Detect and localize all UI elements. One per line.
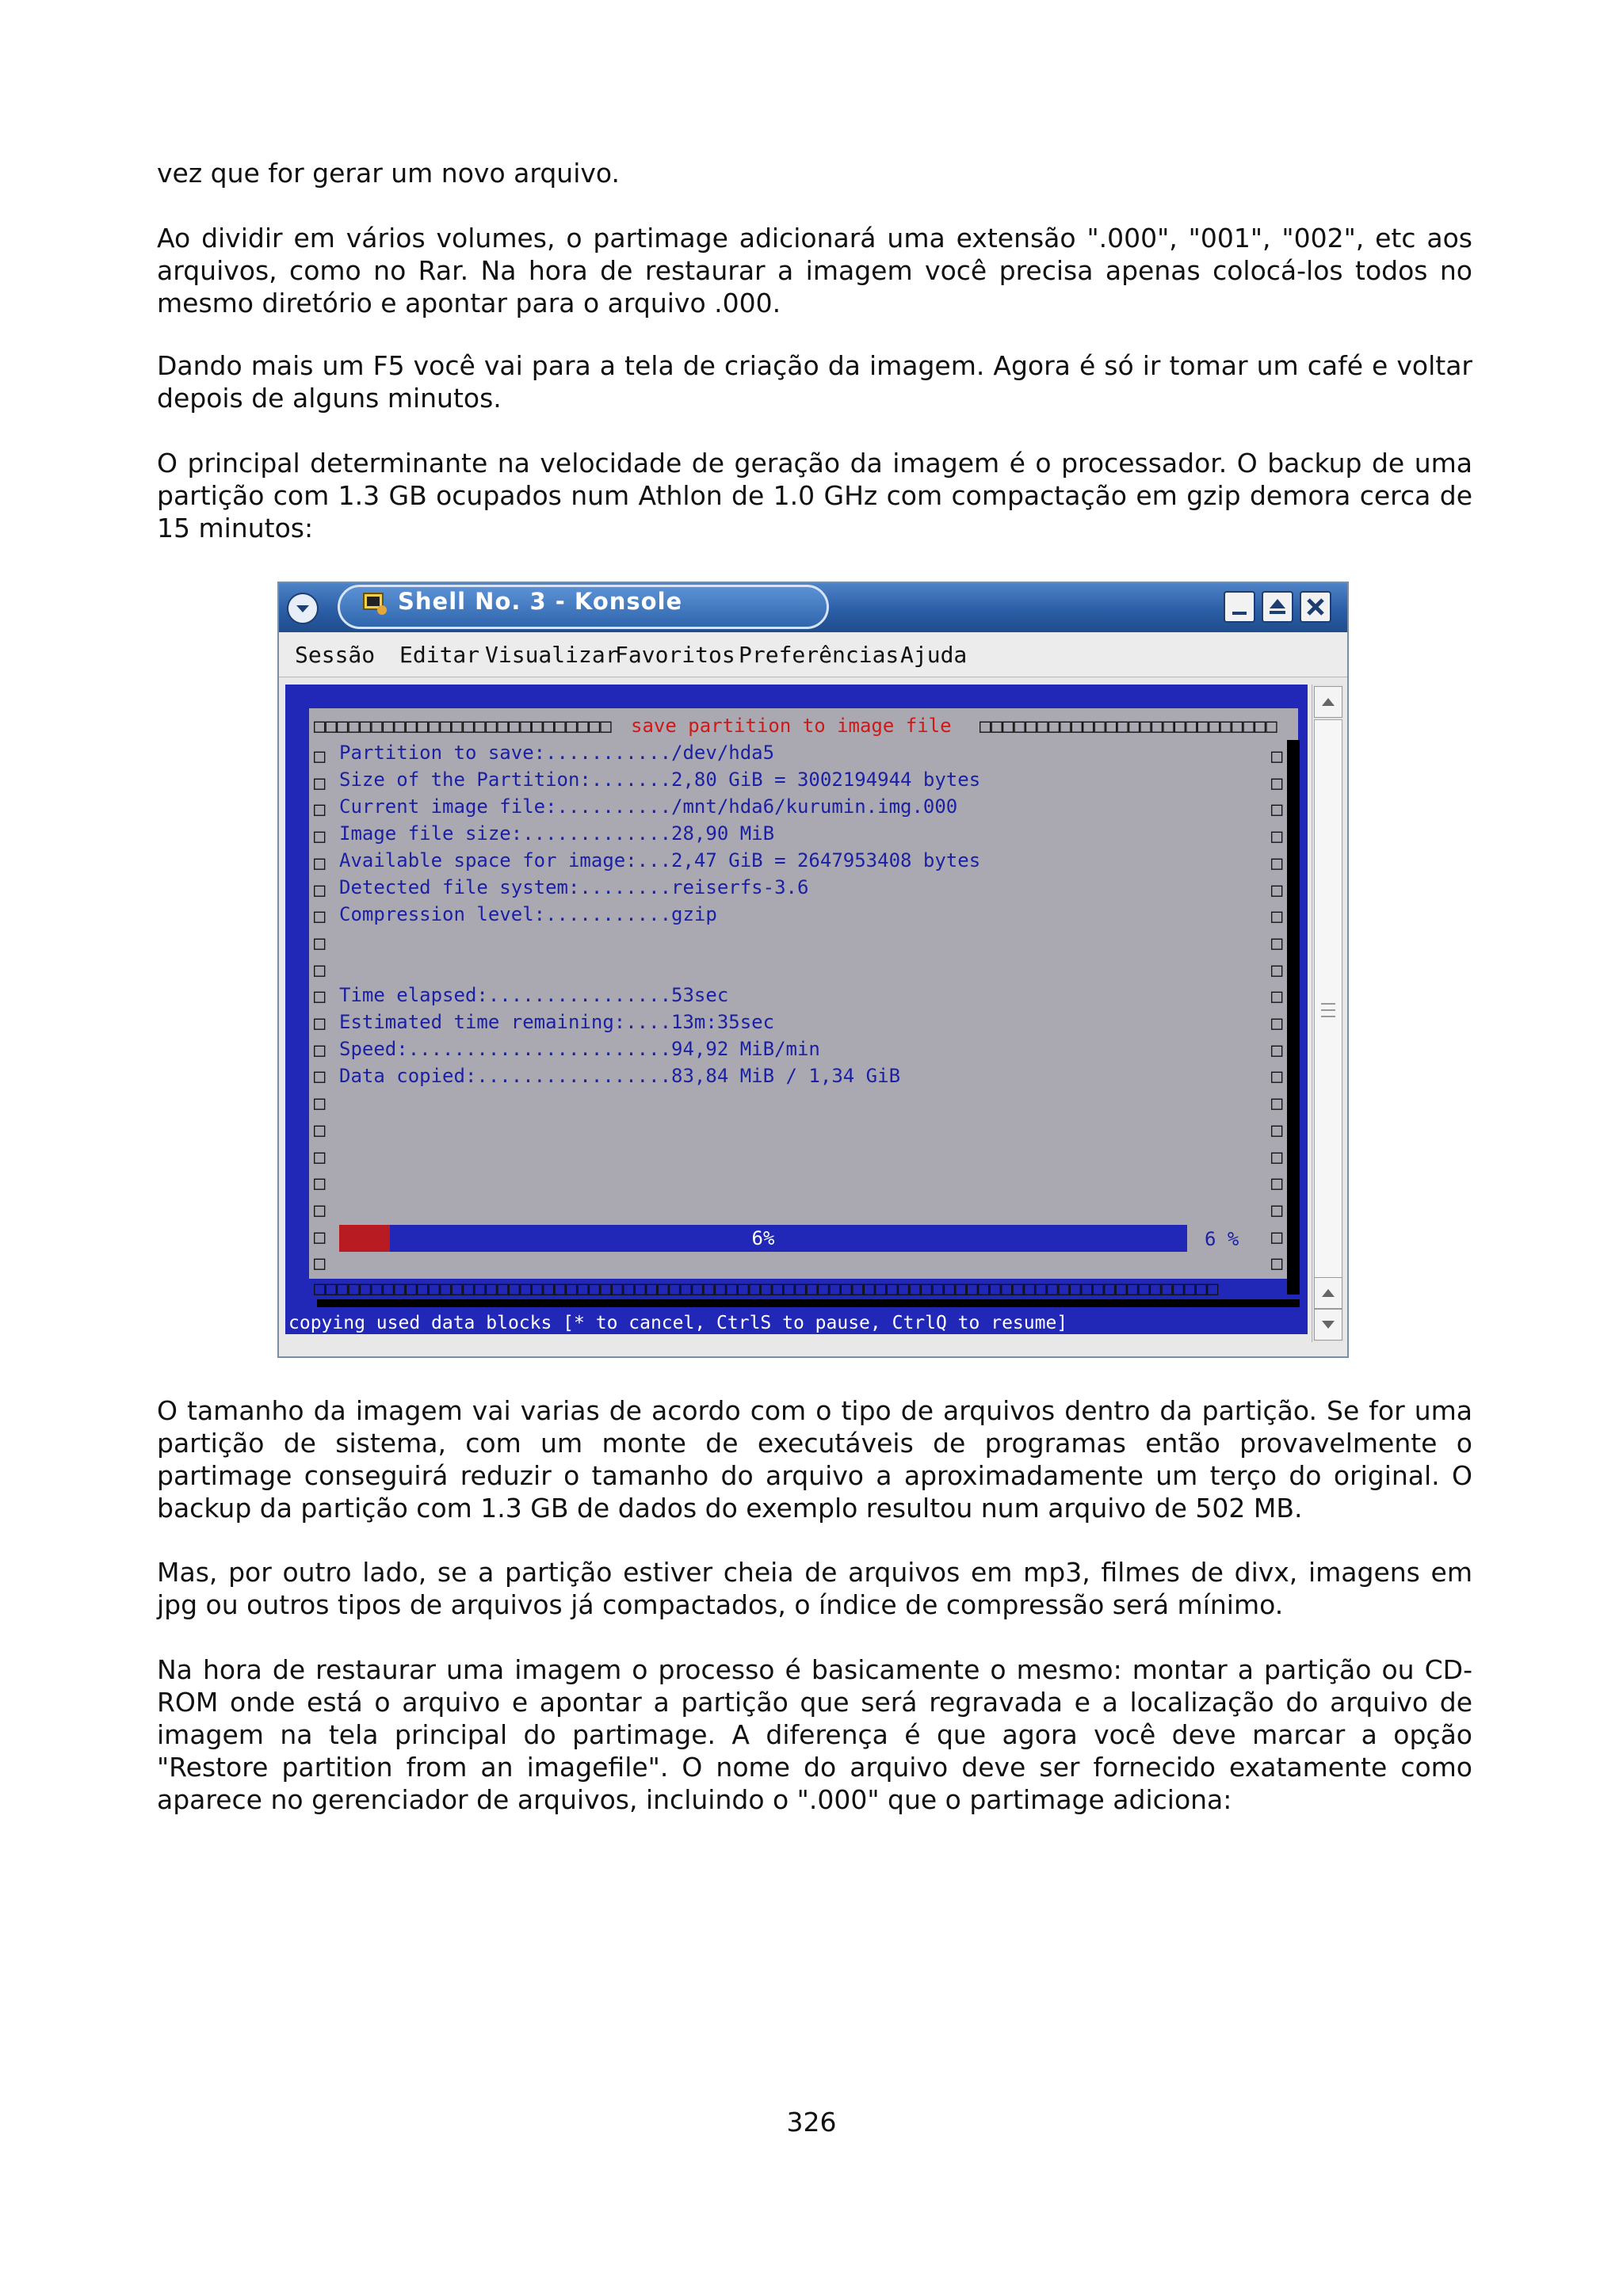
- info-image-file: Current image file:........../mnt/hda6/kurumin.img.000: [339, 795, 958, 818]
- paragraph: Ao dividir em vários volumes, o partimage adicionará uma extensão ".000", "001", "002", etc aos arquivos, como no Rar. Na hora de restaurar a imagem você precisa apenas colocá-los todos no mesmo diretório e apontar para o arquivo .000.: [157, 223, 1472, 318]
- menu-favoritos[interactable]: Favoritos: [615, 642, 735, 668]
- arrow-down-icon: [1315, 1310, 1342, 1340]
- paragraph: vez que for gerar um novo arquivo.: [157, 158, 620, 189]
- scrollbar[interactable]: [1312, 685, 1344, 1342]
- close-icon: [1301, 593, 1330, 621]
- progress-label: 6%: [751, 1227, 775, 1249]
- page-number: 326: [786, 2107, 837, 2138]
- progress-bar: [339, 1225, 1187, 1252]
- konsole-app-icon: [361, 589, 388, 616]
- menu-visualizar[interactable]: Visualizar: [485, 642, 619, 668]
- paragraph: Na hora de restaurar uma imagem o processo é basicamente o mesmo: montar a partição ou CD-ROM onde está o arquivo e apontar a partição que será regravada e a localização do arquivo de imagem na tela principal do partimage. A diferença é que agora você deve marcar a opção "Restore partition from an imagefile". O nome do arquivo deve ser fornecido exatamente como aparece no gerenciador de arquivos, incluindo o ".000" que o partimage adiciona:: [157, 1654, 1472, 1815]
- close-button[interactable]: [1300, 591, 1331, 623]
- progress-percent: 6 %: [1205, 1228, 1239, 1250]
- titlebar: [279, 583, 1347, 632]
- info-available-space: Available space for image:...2,47 GiB = 2647953408 bytes: [339, 849, 981, 871]
- menu-preferencias[interactable]: Preferências: [739, 642, 899, 668]
- dialog-border-left: □ □ □ □ □ □ □ □ □ □ □ □ □ □ □ □ □ □ □ □: [314, 745, 326, 1275]
- info-time-remaining: Estimated time remaining:....13m:35sec: [339, 1011, 775, 1033]
- scroll-thumb[interactable]: [1314, 719, 1342, 1304]
- window-title: Shell No. 3 - Konsole: [398, 588, 683, 615]
- dialog-border-top-right: □□□□□□□□□□□□□□□□□□□□□□□□□□: [980, 716, 1277, 735]
- grip-icon: [1315, 720, 1342, 1303]
- info-compression: Compression level:...........gzip: [339, 903, 717, 925]
- maximize-button[interactable]: [1262, 591, 1293, 623]
- info-size: Size of the Partition:.......2,80 GiB = 3002194944 bytes: [339, 769, 981, 791]
- paragraph: Mas, por outro lado, se a partição estiver cheia de arquivos em mp3, filmes de divx, imagens em jpg ou outros tipos de arquivos já compactados, o índice de compressão será mínimo.: [157, 1557, 1472, 1620]
- info-data-copied: Data copied:.................83,84 MiB / 1,34 GiB: [339, 1065, 901, 1087]
- minimize-button[interactable]: [1224, 591, 1255, 623]
- info-partition: Partition to save:.........../dev/hda5: [339, 742, 775, 764]
- arrow-up-icon: [1315, 687, 1342, 717]
- arrow-up-icon: [1315, 1278, 1342, 1308]
- paragraph: Dando mais um F5 você vai para a tela de criação da imagem. Agora é só ir tomar um café e voltar depois de alguns minutos.: [157, 350, 1472, 414]
- window-menu-button[interactable]: [287, 593, 319, 624]
- menu-editar[interactable]: Editar: [399, 642, 480, 668]
- maximize-icon: [1263, 593, 1292, 621]
- info-time-elapsed: Time elapsed:................53sec: [339, 984, 729, 1006]
- konsole-window: [277, 582, 1349, 1358]
- dialog-border-bottom: □□□□□□□□□□□□□□□□□□□□□□□□□□□□□□□□□□□□□□□□□□□□□□□□□□□□□□□□□□□□□□□□□□□□□□□□□□□□□□□: [314, 1279, 1219, 1298]
- dialog-title: save partition to image file: [631, 715, 952, 737]
- shadow-strip: [1287, 740, 1300, 1295]
- paragraph: O principal determinante na velocidade de geração da imagem é o processador. O backup de uma partição com 1.3 GB ocupados num Athlon de 1.0 GHz com compactação em gzip demora cerca de 15 minutos:: [157, 448, 1472, 543]
- scroll-down-button[interactable]: [1314, 1309, 1342, 1341]
- menu-sessao[interactable]: Sessão: [295, 642, 376, 668]
- status-line: copying used data blocks [* to cancel, CtrlS to pause, CtrlQ to resume]: [288, 1313, 1068, 1333]
- menubar: [279, 632, 1347, 677]
- shadow-bottom: [317, 1299, 1300, 1307]
- info-filesystem: Detected file system:........reiserfs-3.6: [339, 876, 809, 898]
- dialog-border-right: □ □ □ □ □ □ □ □ □ □ □ □ □ □ □ □ □ □ □ □: [1271, 745, 1283, 1275]
- chevron-down-icon: [288, 594, 317, 623]
- info-speed: Speed:.......................94,92 MiB/min: [339, 1038, 820, 1060]
- terminal-area[interactable]: [285, 685, 1308, 1334]
- paragraph: O tamanho da imagem vai varias de acordo com o tipo de arquivos dentro da partição. Se for uma partição de sistema, com um monte de executáveis de programas então provavelmente o partimage conseguirá reduzir o tamanho do arquivo a aproximadamente um terço do original. O backup da partição com 1.3 GB de dados do exemplo resultou num arquivo de 502 MB.: [157, 1395, 1472, 1524]
- scroll-up-button-2[interactable]: [1314, 1277, 1342, 1309]
- scroll-up-button[interactable]: [1314, 686, 1342, 718]
- minimize-icon: [1225, 593, 1254, 621]
- info-image-size: Image file size:.............28,90 MiB: [339, 822, 775, 845]
- menu-ajuda[interactable]: Ajuda: [900, 642, 968, 668]
- dialog-border-top-left: □□□□□□□□□□□□□□□□□□□□□□□□□□: [314, 716, 612, 735]
